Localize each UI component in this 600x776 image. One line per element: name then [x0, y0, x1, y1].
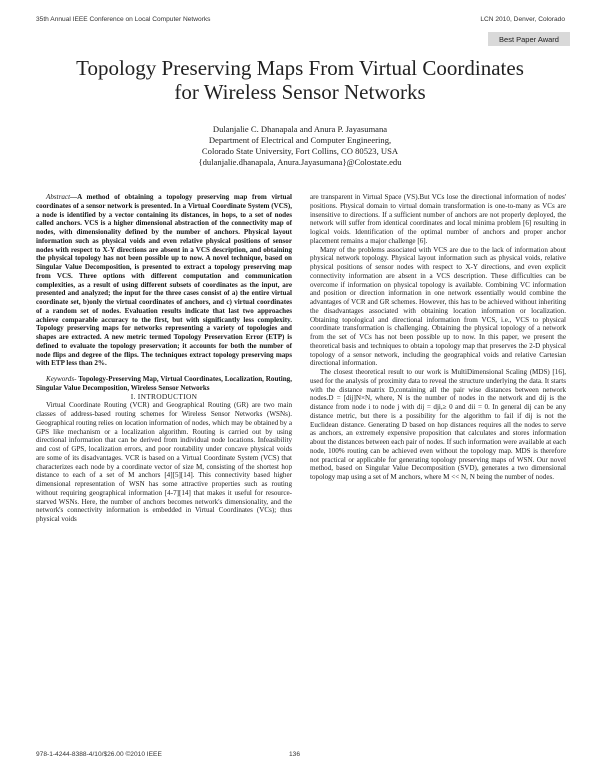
paragraph: The closest theoretical result to our work is MultiDimensional Scaling (MDS) [16], used for the analysis of proximity data to reveal the structure underlying the data. It starts with the distance matrix D,containing all the pair wise distances between network nodes.D = [dij]N×N, where, N is the number of nodes in the network and dij is the distance from node i to node j with dij = dji,≥ 0 and dii = 0. In general dij can be any distance metric, but there is a possibility for the algorithm to fail if dij is not the Euclidean distance. Generating D based on hop distances requires all the nodes to serve as anchors, an extremely expensive proposition that calculates and stores information about the distances between each pair of nodes. If such information were available at each node, 100% routing can be achieved even without the topology map. MDS is therefore not practical or applicable for generating topology preserving maps of WSN. Our novel method, based on Singular Value Decomposition (SVD), generates a two dimensional topology map using a set of M anchors, where M << N, N being the number of nodes. — [310, 368, 566, 481]
footer-isbn: 978-1-4244-8388-4/10/$26.00 ©2010 IEEE — [36, 751, 162, 758]
title-line-1: Topology Preserving Maps From Virtual Coordinates — [76, 56, 524, 80]
abstract-lead: Abstract — [46, 193, 71, 201]
author-block — [0, 124, 600, 168]
conference-header: 35th Annual IEEE Conference on Local Computer Networks — [36, 16, 211, 23]
section-heading-introduction: I. INTRODUCTION — [130, 391, 198, 401]
keywords — [36, 375, 292, 393]
best-paper-badge: Best Paper Award — [488, 32, 570, 46]
left-column — [36, 193, 292, 524]
author-university: Colorado State University, Fort Collins, CO 80523, USA — [201, 146, 399, 156]
abstract-text: —A method of obtaining a topology preserving map from virtual coordinates of a sensor network is presented. In a Virtual Coordinate System (VCS), a node is identified by a vector containing its distances, in hops, to a set of nodes called anchors. VCS is a higher dimensional abstraction of the connectivity map of nodes, with dimensionality defined by the number of anchors. Physical layout information such as physical voids and even relative physical positions of sensor nodes with respect to X-Y directions are absent in a VCS description, and obtaining the physical topology has not been possible up to now. A novel technique, based on Singular Value Decomposition, is presented to extract a topology preserving map from VCS. Three options with different computation and communication complexities, as a result of using different subsets of coordinates as the input, are presented and analyzed; the input for the three cases consist of a) the entire virtual coordinate set, b)only the virtual coordinates of anchors, and c) virtual coordinates of a random set of nodes. Evaluation results indicate that last two approaches achieve comparable accuracy to the first, but with significantly less complexity. Topology preserving maps for networks representing a variety of topologies and shapes are extracted. A new metric termed Topology Preservation Error (ETP) is defined to evaluate the topology preservation; it accounts for both the number of node flips and degree of the flips. The techniques extract topology preserving maps with ETP less than 2%. — [36, 193, 292, 368]
author-names: Dulanjalie C. Dhanapala and Anura P. Jayasumana — [212, 124, 388, 134]
right-column — [310, 193, 566, 482]
title-line-2: for Wireless Sensor Networks — [174, 80, 426, 104]
conference-location: LCN 2010, Denver, Colorado — [480, 16, 565, 23]
abstract — [36, 193, 292, 368]
paragraph: are transparent in Virtual Space (VS).But VCs lose the directional information of nodes' positions. Physical domain to virtual domain transformation is one-to-many as VCs are insensitive to directions. If a sufficient number of anchors are not properly deployed, the network will suffer from identical coordinates and local minima problem [6] resulting in logical voids. Identification of the optimal number of anchors and proper anchor placement remains a major challenge [6]. — [310, 193, 566, 245]
paragraph: Virtual Coordinate Routing (VCR) and Geographical Routing (GR) are two main classes of address-based routing schemes for Wireless Sensor Networks (WSNs). Geographical routing relies on location information of nodes, which may be obtained by a GPS like mechanism or a localization algorithm. Routing is carried out by using directional information that can be derived from individual node locations. Infeasibility and cost of GPS, localization errors, and poor routability under concave physical voids are some of its disadvantages. VCR is based on a Virtual Coordinate System (VCS) that characterizes each node by a coordinate vector of size M, consisting of the shortest hop distance to each of a set of M anchors [4][5][14]. This connectivity based higher dimensional representation of WSN has some attractive properties such as routing without requiring geographical information [4-7][14] that makes it useful for resource-starved WSNs. Here, the number of anchors becomes network's dimensionality, and the network's connectivity information is embedded in Virtual Coordinates (VCs); thus physical voids — [36, 401, 292, 523]
keywords-lead: Keywords- — [46, 375, 77, 383]
paper-title — [20, 56, 580, 104]
author-department: Department of Electrical and Computer Engineering, — [208, 135, 392, 145]
keywords-text: Topology-Preserving Map, Virtual Coordinates, Localization, Routing, Singular Value Decomposition, Wireless Sensor Networks — [36, 375, 292, 392]
author-emails: {dulanjalie.dhanapala, Anura.Jayasumana}@Colostate.edu — [198, 157, 402, 167]
page-number: 136 — [289, 751, 301, 758]
paragraph: Many of the problems associated with VCS are due to the lack of information about physical network topology. Physical layout information such as physical voids, relative physical positions of sensor nodes with respect to X-Y directions, and even explicit connectivity information are absent in a VCS description. These difficulties can be overcome if information on physical topology is available. Combining VC information and position or direction information in one network essentially would combine the advantages of VCR and GR schemes. However, this has to be achieved without inheriting the disadvantages associated with obtaining location information or localization. Obtaining topological and directional information from VCS, i.e., VCS to physical coordinate transformation is challenging. Obtaining the physical topology of a network from the set of VCs has not been possible up to now. In this paper, we present the theoretical basis and techniques to obtain a topology map that preserves the 2-D physical topology of a sensor network, including the geographical voids and relative Cartesian directional information. — [310, 245, 566, 368]
